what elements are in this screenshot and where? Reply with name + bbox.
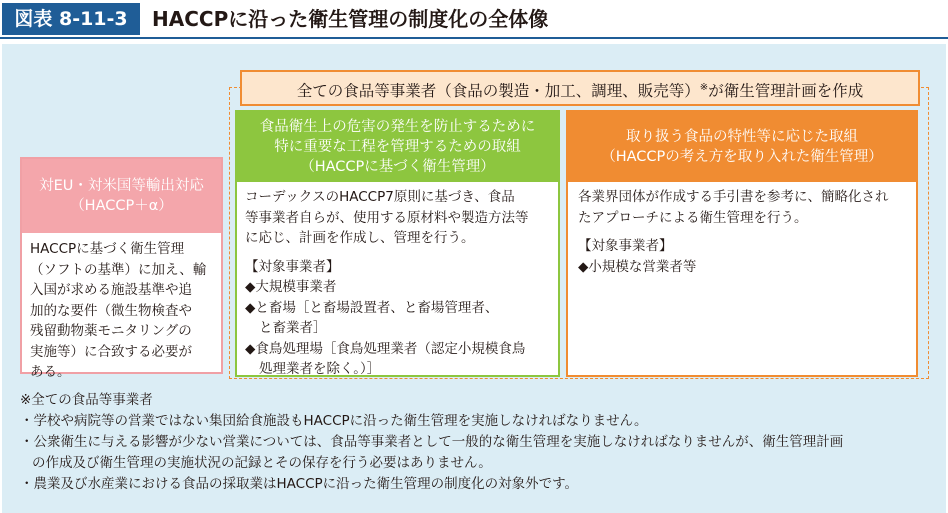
footnote-item: ・学校や病院等の営業ではない集団給食施設もHACCPに沿った衛生管理を実施しなければなりません。 bbox=[20, 413, 648, 429]
all-operators-banner bbox=[240, 70, 920, 106]
haccp-based-box-body: コーデックスのHACCP7原則に基づき、食品 等事業者自らが、使用する原材料や製造方法等 に応じ、計画を作成し、管理を行う。 【対象事業者】 ◆大規模事業者 ◆と畜場［と畜場設置者、と畜場管理者、 と畜業者］ ◆食鳥処理場［食鳥処理業者（認定小規模食鳥 処理業者を除く。）］ bbox=[237, 182, 558, 385]
haccp-based-box-heading: 食品衛生上の危害の発生を防止するために 特に重要な工程を管理するための取組 （HACCPに基づく衛生管理） bbox=[237, 112, 558, 182]
export-box-body: HACCPに基づく衛生管理 （ソフトの基準）に加え、輸 入国が求める施設基準や追 加的な要件（微生物検査や 残留動物薬モニタリングの 実施等）に合致する必要が ある。 bbox=[30, 241, 207, 380]
figure-label: 図表 8-11-3 bbox=[2, 3, 140, 35]
target-item: ◆食鳥処理場［食鳥処理業者（認定小規模食鳥 bbox=[245, 340, 526, 357]
export-box-heading: 対EU・対米国等輸出対応 （HACCP＋α） bbox=[22, 159, 221, 233]
banner-text: 全ての食品等事業者（食品の製造・加工、調理、販売等） bbox=[296, 82, 700, 101]
target-item: 処理業者を除く。）］ bbox=[259, 361, 381, 377]
footnotes bbox=[20, 390, 940, 495]
haccp-based-box bbox=[235, 110, 560, 377]
target-item: ◆大規模事業者 bbox=[245, 279, 337, 295]
banner-text-after: が衛生管理計画を作成 bbox=[708, 82, 864, 101]
footnote-title: ※全ての食品等事業者 bbox=[20, 392, 153, 408]
haccp-based-target-label: 【対象事業者】 bbox=[245, 258, 340, 275]
figure-title: HACCPに沿った衛生管理の制度化の全体像 bbox=[152, 7, 549, 31]
footnote-item: ・農業及び水産業における食品の採取業はHACCPに沿った衛生管理の制度化の対象外です。 bbox=[20, 476, 579, 492]
target-item: ◆小規模な営業者等 bbox=[578, 258, 697, 275]
target-item: と畜業者］ bbox=[259, 320, 327, 336]
haccp-concept-box-heading: 取り扱う食品の特性等に応じた取組 （HACCPの考え方を取り入れた衛生管理） bbox=[568, 112, 916, 182]
haccp-concept-box-body: 各業界団体が作成する手引書を参考に、簡略化され たアプローチによる衛生管理を行う。 【対象事業者】 ◆小規模な営業者等 bbox=[568, 182, 916, 282]
haccp-concept-target-label: 【対象事業者】 bbox=[578, 238, 673, 254]
target-item: ◆と畜場［と畜場設置者、と畜場管理者、 bbox=[245, 299, 499, 316]
banner-note-mark: ※ bbox=[699, 82, 709, 93]
figure-header bbox=[0, 0, 948, 38]
footnote-item: ・公衆衛生に与える影響が少ない営業については、食品等事業者として一般的な衛生管理を実施しなければなりませんが、衛生管理計画 bbox=[20, 434, 844, 450]
export-box bbox=[20, 157, 223, 380]
haccp-concept-box bbox=[566, 110, 918, 377]
header-divider bbox=[0, 37, 948, 39]
footnote-item: の作成及び衛生管理の実施状況の記録とその保存を行う必要はありません。 bbox=[32, 455, 492, 471]
